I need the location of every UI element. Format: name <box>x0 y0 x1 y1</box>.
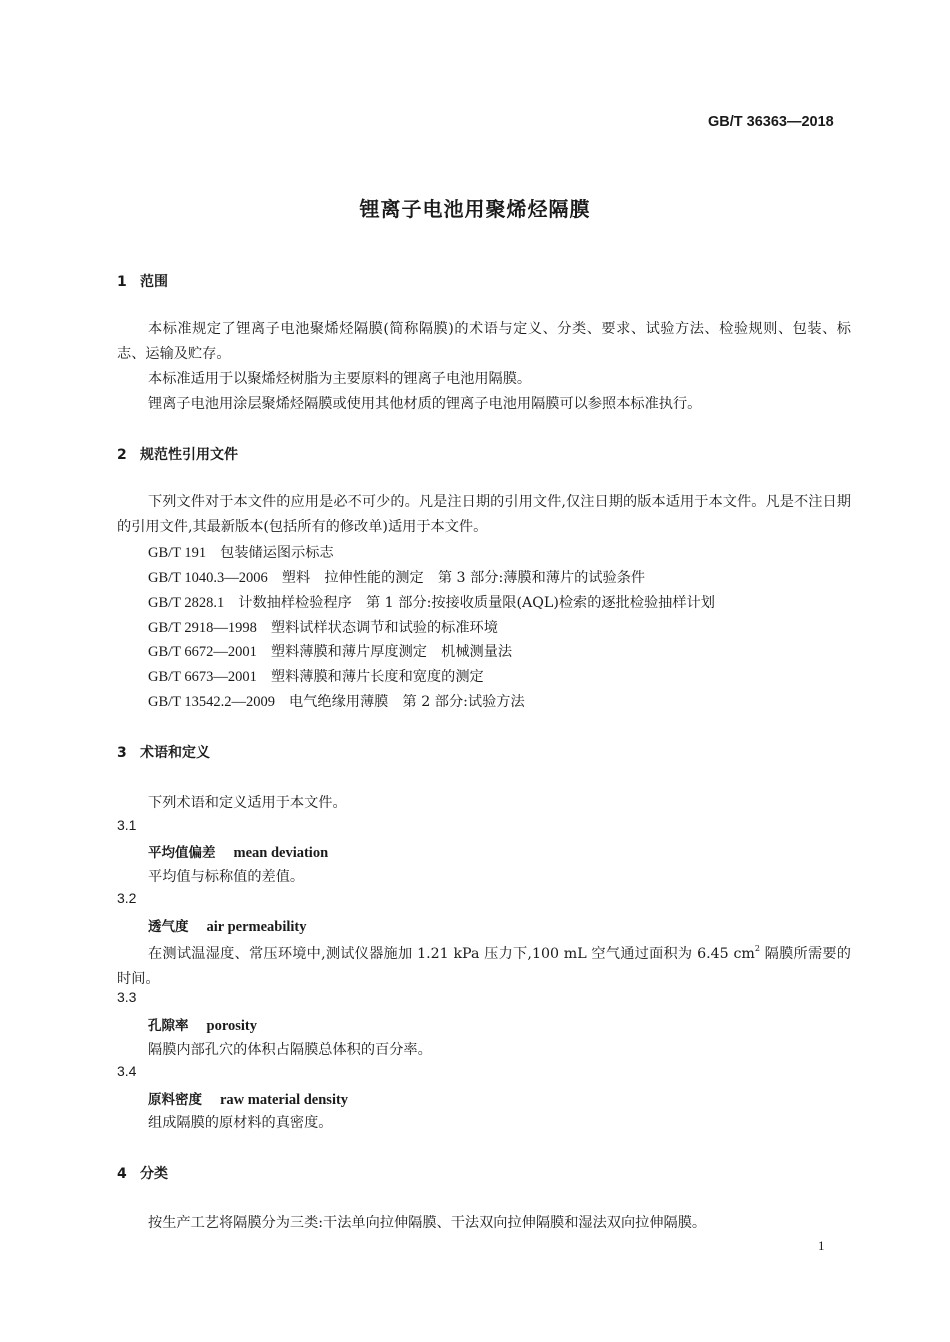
reference-code: GB/T 6672—2001 <box>148 644 257 660</box>
reference-item <box>148 641 512 661</box>
term-number: 3.4 <box>117 1063 137 1079</box>
reference-code: GB/T 2918—1998 <box>148 620 257 636</box>
reference-title: 塑料 拉伸性能的测定 第 3 部分:薄膜和薄片的试验条件 <box>281 570 646 586</box>
term-zh: 平均值偏差 <box>148 845 216 861</box>
reference-title: 计数抽样检验程序 第 1 部分:按接收质量限(AQL)检索的逐批检验抽样计划 <box>238 595 715 611</box>
term-heading <box>148 841 328 862</box>
section-title: 规范性引用文件 <box>140 447 238 463</box>
reference-title: 塑料薄膜和薄片长度和宽度的测定 <box>270 669 484 685</box>
section-number: 4 <box>117 1166 127 1182</box>
term-en: mean deviation <box>233 845 329 861</box>
scope-paragraph-3: 锂离子电池用涂层聚烯烃隔膜或使用其他材质的锂离子电池用隔膜可以参照本标准执行。 <box>148 396 702 412</box>
section-title: 分类 <box>140 1166 168 1182</box>
term-number: 3.3 <box>117 989 137 1005</box>
superscript: 2 <box>754 944 760 953</box>
references-intro: 下列文件对于本文件的应用是必不可少的。凡是注日期的引用文件,仅注日期的版本适用于本文件。凡是不注日期的引用文件,其最新版本(包括所有的修改单)适用于本文件。 <box>117 494 851 535</box>
section-title: 术语和定义 <box>140 745 210 761</box>
term-number: 3.1 <box>117 817 137 833</box>
scope-paragraph-2: 本标准适用于以聚烯烃树脂为主要原料的锂离子电池用隔膜。 <box>148 371 532 387</box>
page-number: 1 <box>818 1238 825 1253</box>
scope-paragraph-1: 本标准规定了锂离子电池聚烯烃隔膜(简称隔膜)的术语与定义、分类、要求、试验方法、检验规则、包装、标志、运输及贮存。 <box>117 321 851 362</box>
reference-title: 电气绝缘用薄膜 第 2 部分:试验方法 <box>289 694 525 710</box>
reference-item <box>148 666 484 686</box>
section-number: 1 <box>117 274 127 290</box>
reference-code: GB/T 191 <box>148 545 207 561</box>
section-number: 3 <box>117 745 127 761</box>
standard-number: GB/T 36363—2018 <box>708 114 834 130</box>
definition-text: 在测试温湿度、常压环境中,测试仪器施加 1.21 kPa 压力下,100 mL 空气通过面积为 6.45 cm <box>148 946 755 962</box>
section-heading-references <box>117 444 238 464</box>
term-zh: 孔隙率 <box>148 1018 189 1034</box>
reference-item <box>148 617 498 637</box>
term-heading <box>148 1088 348 1109</box>
section-title: 范围 <box>140 274 168 290</box>
definition-text: 隔膜所需要的时间。 <box>117 946 851 987</box>
term-zh: 透气度 <box>148 919 189 935</box>
term-definition: 组成隔膜的原材料的真密度。 <box>148 1115 333 1131</box>
reference-title: 包装储运图示标志 <box>220 545 334 561</box>
term-heading <box>148 915 307 936</box>
term-definition <box>117 937 851 991</box>
reference-code: GB/T 2828.1 <box>148 595 225 611</box>
section-heading-classification <box>117 1163 168 1183</box>
reference-item <box>148 567 645 587</box>
terms-intro: 下列术语和定义适用于本文件。 <box>148 795 347 811</box>
section-heading-scope <box>117 271 168 291</box>
reference-title: 塑料薄膜和薄片厚度测定 机械测量法 <box>270 644 513 660</box>
reference-code: GB/T 13542.2—2009 <box>148 694 276 710</box>
term-en: air permeability <box>206 919 307 935</box>
term-zh: 原料密度 <box>148 1092 202 1108</box>
classification-text: 按生产工艺将隔膜分为三类:干法单向拉伸隔膜、干法双向拉伸隔膜和湿法双向拉伸隔膜。 <box>148 1215 707 1231</box>
term-definition: 平均值与标称值的差值。 <box>148 869 305 885</box>
reference-code: GB/T 6673—2001 <box>148 669 257 685</box>
reference-title: 塑料试样状态调节和试验的标准环境 <box>270 620 498 636</box>
section-number: 2 <box>117 447 127 463</box>
term-number: 3.2 <box>117 890 137 906</box>
term-en: porosity <box>206 1018 257 1034</box>
reference-code: GB/T 1040.3—2006 <box>148 570 268 586</box>
reference-item <box>148 592 715 612</box>
term-en: raw material density <box>220 1092 349 1108</box>
term-definition: 隔膜内部孔穴的体积占隔膜总体积的百分率。 <box>148 1042 432 1058</box>
reference-item <box>148 691 525 711</box>
term-heading <box>148 1014 257 1035</box>
reference-item <box>148 542 334 562</box>
document-title: 锂离子电池用聚烯烃隔膜 <box>359 197 591 221</box>
section-heading-terms <box>117 742 210 762</box>
